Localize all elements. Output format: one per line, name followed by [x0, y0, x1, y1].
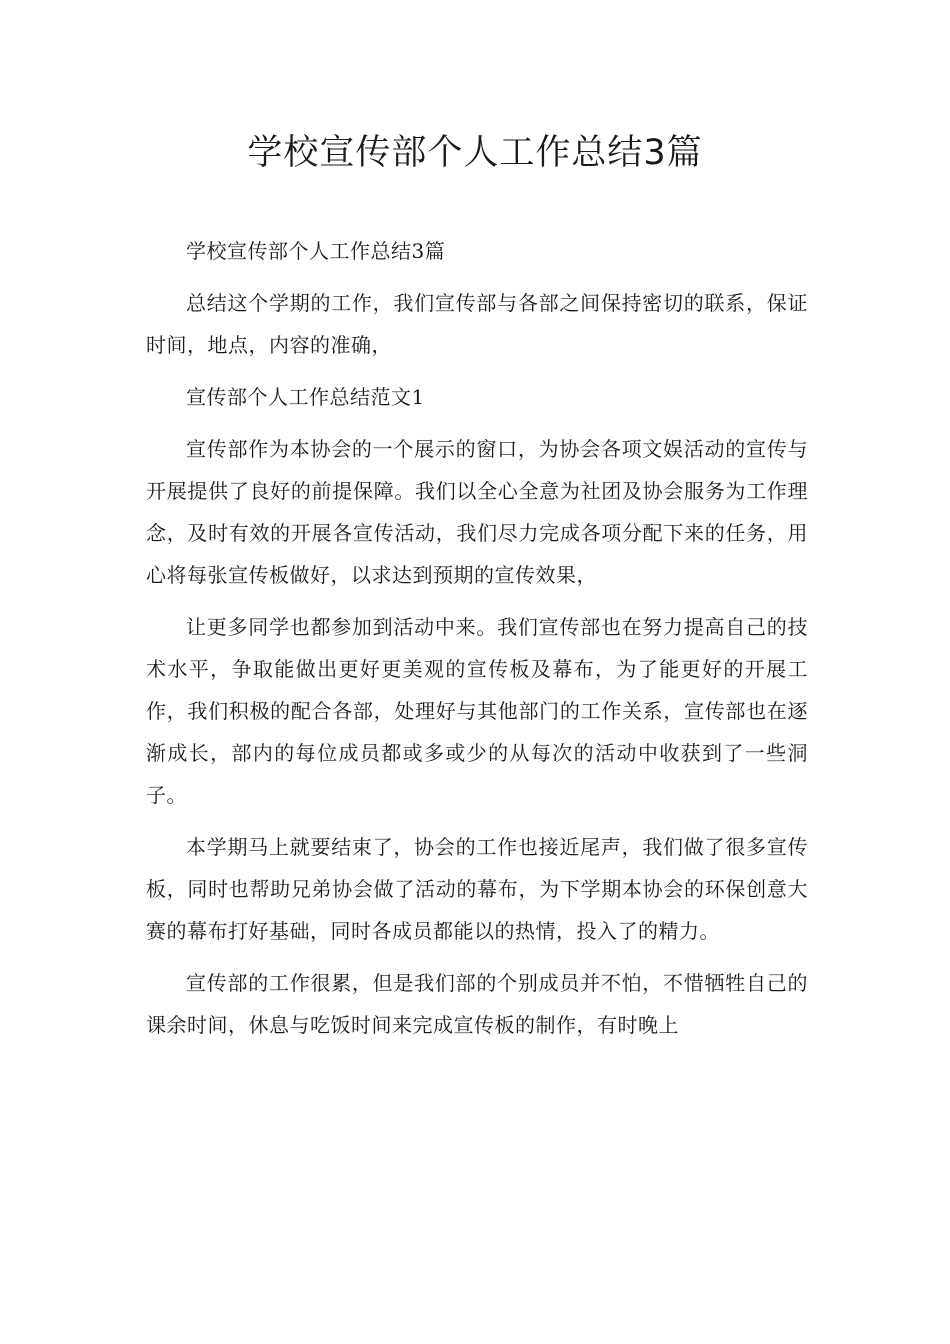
- paragraph-6: 本学期马上就要结束了，协会的工作也接近尾声，我们做了很多宣传板，同时也帮助兄弟协会做了活动的幕布，为下学期本协会的环保创意大赛的幕布打好基础，同时各成员都能以的热情，投入了的精力。: [146, 835, 808, 943]
- paragraph-2: 总结这个学期的工作，我们宣传部与各部之间保持密切的联系，保证时间，地点，内容的准确，: [146, 291, 808, 357]
- document-title: 学校宣传部个人工作总结3篇: [247, 133, 703, 173]
- paragraph-1: 学校宣传部个人工作总结3篇: [186, 239, 446, 263]
- document-body: [146, 230, 808, 1056]
- paragraph-5: 让更多同学也都参加到活动中来。我们宣传部也在努力提高自己的技术水平，争取能做出更好更美观的宣传板及幕布，为了能更好的开展工作，我们积极的配合各部，处理好与其他部门的工作关系，宣传部也在逐渐成长，部内的每位成员都或多或少的从每次的活动中收获到了一些洞子。: [146, 615, 808, 807]
- paragraph-3: 宣传部个人工作总结范文1: [186, 385, 425, 409]
- paragraph-4: 宣传部作为本协会的一个展示的窗口，为协会各项文娱活动的宣传与开展提供了良好的前提保障。我们以全心全意为社团及协会服务为工作理念，及时有效的开展各宣传活动，我们尽力完成各项分配下来的任务，用心将每张宣传板做好，以求达到预期的宣传效果，: [146, 437, 808, 587]
- paragraph-7: 宣传部的工作很累，但是我们部的个别成员并不怕，不惜牺牲自己的课余时间，休息与吃饭时间来完成宣传板的制作，有时晚上: [146, 971, 808, 1037]
